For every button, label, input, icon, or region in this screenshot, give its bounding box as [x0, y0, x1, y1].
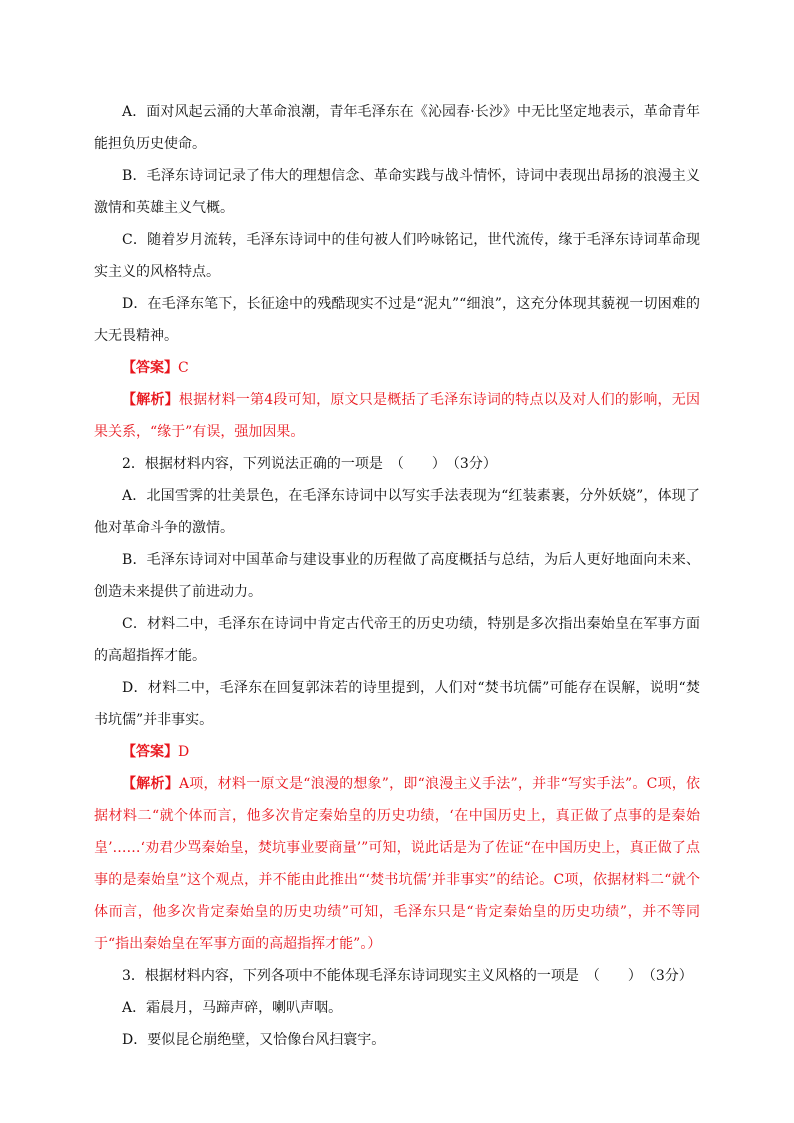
q1-option-c: C．随着岁月流转，毛泽东诗词中的佳句被人们吟咏铭记，世代流传，缘于毛泽东诗词革命现实主义的风格特点。	[94, 232, 700, 280]
q1-answer-tag: 【答案】	[122, 360, 178, 376]
q2-option-b: B．毛泽东诗词对中国革命与建设事业的历程做了高度概括与总结，为后人更好地面向未来、创造未来提供了前进动力。	[94, 552, 700, 600]
q2-option-d: D．材料二中，毛泽东在回复郭沫若的诗里提到，人们对“焚书坑儒”可能存在误解，说明“焚书坑儒”并非事实。	[94, 680, 700, 728]
q2-analysis-text: A项，材料一原文是“浪漫的想象”，即“浪漫主义手法”，并非“写实手法”。C项，依据材料二“就个体而言，他多次肯定秦始皇的历史功绩，‘在中国历史上，真正做了点事的是秦始皇’……‘劝君少骂秦始皇，焚坑事业要商量’”可知，说此话是为了佐证“在中国历史上，真正做了点事的是秦始皇”这个观点，并不能由此推出“‘焚书坑儒’并非事实”的结论。C项，依据材料二“就个体而言，他多次肯定秦始皇的历史功绩”可知，毛泽东只是“肯定秦始皇的历史功绩”，并不等同于“指出秦始皇在军事方面的高超指挥才能”。）	[94, 776, 700, 952]
q2-analysis	[94, 768, 700, 960]
q1-option-d: D．在毛泽东笔下，长征途中的残酷现实不过是“泥丸”“细浪”，这充分体现其藐视一切困难的大无畏精神。	[94, 296, 700, 344]
q3-option-d: D．要似昆仑崩绝壁，又恰像台风扫寰宇。	[122, 1032, 386, 1048]
document-body	[94, 96, 700, 1056]
q2-answer-tag: 【答案】	[122, 744, 178, 760]
q1-analysis	[94, 384, 700, 448]
q2-answer-value: D	[178, 744, 190, 760]
q2-option-a: A．北国雪霁的壮美景色，在毛泽东诗词中以写实手法表现为“红装素裹，分外妖娆”，体现了他对革命斗争的激情。	[94, 488, 700, 536]
q2-stem: 2．根据材料内容，下列说法正确的一项是 （ ） （3分）	[122, 456, 497, 472]
q3-stem: 3．根据材料内容，下列各项中不能体现毛泽东诗词现实主义风格的一项是 （ ） （3分）	[122, 968, 693, 984]
q1-answer-value: C	[178, 360, 189, 376]
q1-answer	[94, 352, 700, 384]
q1-analysis-text: 根据材料一第4段可知，原文只是概括了毛泽东诗词的特点以及对人们的影响，无因果关系，“缘于”有误，强加因果。	[94, 392, 701, 440]
q1-analysis-tag: 【解析】	[122, 392, 179, 408]
q1-option-a: A．面对风起云涌的大革命浪潮，青年毛泽东在《沁园春·长沙》中无比坚定地表示，革命青年能担负历史使命。	[94, 104, 700, 152]
q2-analysis-tag: 【解析】	[122, 776, 179, 792]
q3-option-a: A．霜晨月，马蹄声碎，喇叭声咽。	[122, 1000, 343, 1016]
q2-answer	[94, 736, 700, 768]
q2-option-c: C．材料二中，毛泽东在诗词中肯定古代帝王的历史功绩，特别是多次指出秦始皇在军事方面的高超指挥才能。	[94, 616, 700, 664]
q1-option-b: B．毛泽东诗词记录了伟大的理想信念、革命实践与战斗情怀，诗词中表现出昂扬的浪漫主义激情和英雄主义气概。	[94, 168, 700, 216]
